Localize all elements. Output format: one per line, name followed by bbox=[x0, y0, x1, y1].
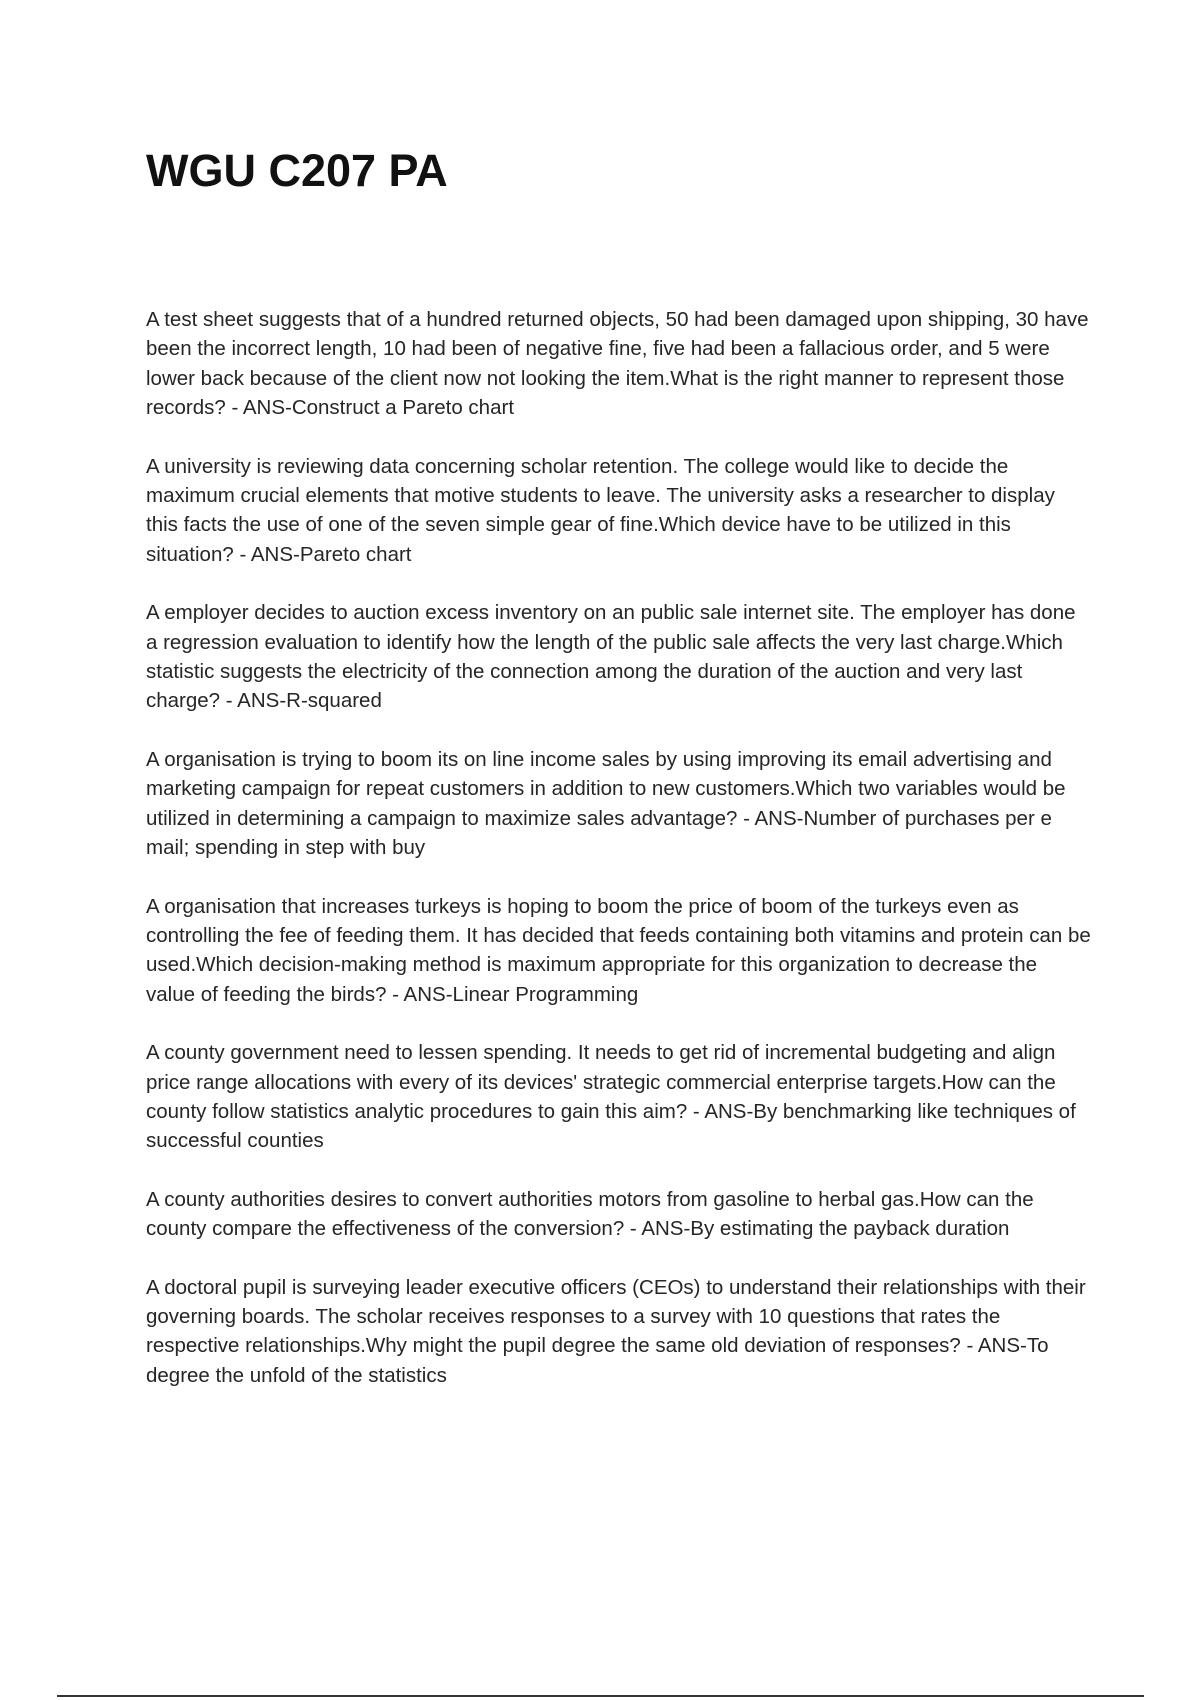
qa-paragraph-5: A organisation that increases turkeys is hoping to boom the price of boom of the turkeys even as controlling the fee of feeding them. It has decided that feeds containing both vitamins and protein can be used.Which decision-making method is maximum appropriate for this organization to decrease the value of feeding the birds? - ANS-Linear Programming bbox=[146, 894, 1091, 1006]
qa-paragraph-8: A doctoral pupil is surveying leader executive officers (CEOs) to understand their relationships with their governing boards. The scholar receives responses to a survey with 10 questions that rates the respective relationships.Why might the pupil degree the same old deviation of responses? - ANS-To degree the unfold of the statistics bbox=[146, 1275, 1086, 1387]
qa-paragraph-1: A test sheet suggests that of a hundred returned objects, 50 had been damaged upon shipping, 30 have been the incorrect length, 10 had been of negative fine, five had been a fallacious order, and 5 were lower back because of the client now not looking the item.What is the right manner to represent those records? - ANS-Construct a Pareto chart bbox=[146, 308, 1089, 420]
page-title: WGU C207 PA bbox=[146, 145, 448, 196]
qa-paragraph-3: A employer decides to auction excess inventory on an public sale internet site. The employer has done a regression evaluation to identify how the length of the public sale affects the very last charge.Which statistic suggests the electricity of the connection among the duration of the auction and very last charge? - ANS-R-squared bbox=[146, 601, 1076, 713]
qa-paragraph-2: A university is reviewing data concerning scholar retention. The college would like to decide the maximum crucial elements that motive students to leave. The university asks a researcher to display this facts the use of one of the seven simple gear of fine.Which device have to be utilized in this situation? - ANS-Pareto chart bbox=[146, 454, 1055, 566]
footer-divider bbox=[57, 1695, 1144, 1697]
qa-paragraph-4: A organisation is trying to boom its on line income sales by using improving its email advertising and marketing campaign for repeat customers in addition to new customers.Which two variables would be utilized in determining a campaign to maximize sales advantage? - ANS-Number of purchases per e mail; spending in step with buy bbox=[146, 747, 1066, 860]
question-answer-list bbox=[146, 305, 1091, 1419]
qa-paragraph-7: A county authorities desires to convert authorities motors from gasoline to herbal gas.How can the county compare the effectiveness of the conversion? - ANS-By estimating the payback duration bbox=[146, 1187, 1034, 1241]
qa-paragraph-6: A county government need to lessen spending. It needs to get rid of incremental budgeting and align price range allocations with every of its devices' strategic commercial enterprise targets.How can the county follow statistics analytic procedures to gain this aim? - ANS-By benchmarking like techniques of successful counties bbox=[146, 1041, 1076, 1153]
